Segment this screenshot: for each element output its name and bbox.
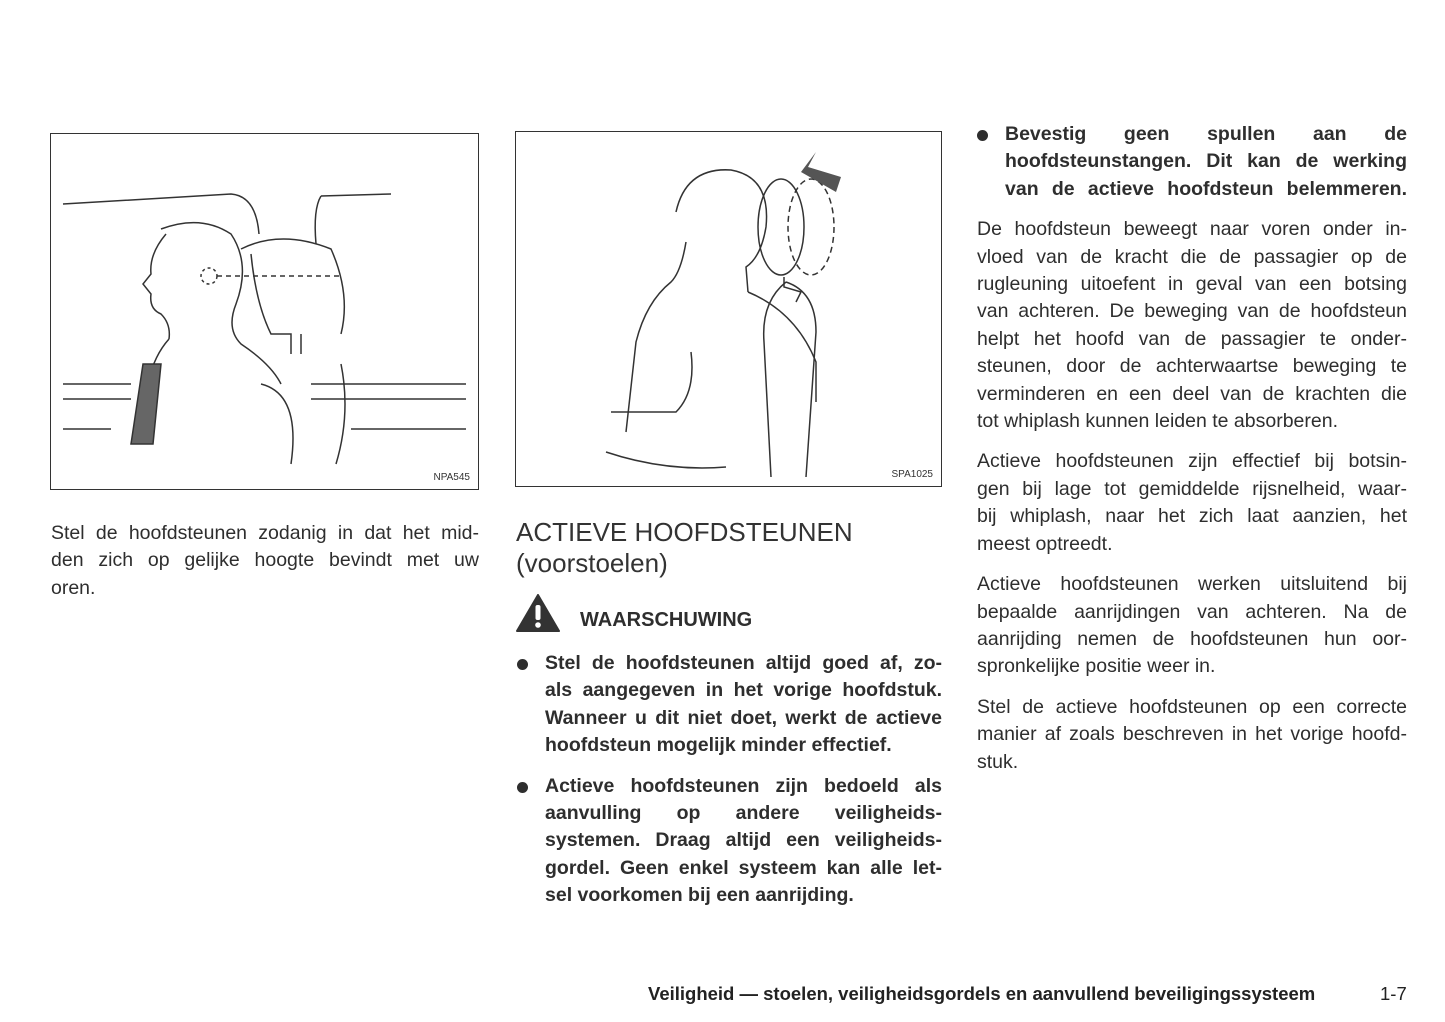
text-line: Actieve hoofdsteunen werken uitsluitend bij <box>977 573 1407 596</box>
text-line: Stel de actieve hoofdsteunen op een correcte <box>977 695 1407 718</box>
bullet-dot-icon <box>517 659 528 670</box>
figure-label: NPA545 <box>433 472 470 483</box>
text-line: stuk. <box>977 750 1019 773</box>
text-line: Stel de hoofdsteunen zodanig in dat het mid- <box>51 522 479 544</box>
text-line: van achteren. De beweging van de hoofdsteun <box>977 300 1407 323</box>
text-line: hoofdsteunstangen. Dit kan de werking <box>1005 150 1407 173</box>
text-line: verminderen en een deel van de krachten die <box>977 382 1407 405</box>
text-line: hoofdsteun mogelijk minder effectief. <box>545 734 892 757</box>
headrest-height-illustration <box>51 134 478 489</box>
warning-bullets <box>517 650 942 923</box>
text-line: vloed van de kracht die de passagier op de <box>977 245 1407 268</box>
text-line: spronkelijke positie weer in. <box>977 655 1216 678</box>
text-line: rugleuning uitoefent in geval van een botsing <box>977 273 1407 296</box>
text-line: Wanneer u dit niet doet, werkt de actieve <box>545 706 942 729</box>
section-heading <box>516 517 853 579</box>
warning-label: WAARSCHUWING <box>580 608 753 631</box>
left-column <box>51 520 479 602</box>
warning-bullet <box>977 121 1407 203</box>
heading-subtitle: (voorstoelen) <box>516 548 668 578</box>
bullet-dot-icon <box>517 782 528 793</box>
right-column <box>977 121 1407 789</box>
text-line: den zich op gelijke hoogte bevindt met uw <box>51 549 479 572</box>
figure-label: SPA1025 <box>891 469 933 480</box>
figure-active-headrest <box>515 131 942 487</box>
text-line: meest optreedt. <box>977 532 1113 555</box>
warning-header <box>516 594 752 632</box>
text-line: bepaalde aanrijdingen van achteren. Na de <box>977 600 1407 623</box>
warning-bullet <box>517 773 942 910</box>
text-line: Bevestig geen spullen aan de <box>1005 123 1407 145</box>
text-line: als aangegeven in het vorige hoofdstuk. <box>545 679 942 702</box>
text-line: steunen, door de achterwaartse beweging te <box>977 355 1407 378</box>
text-line: systemen. Draag altijd een veiligheids- <box>545 829 942 852</box>
bullet-dot-icon <box>977 130 988 141</box>
figure-headrest-height <box>50 133 479 490</box>
text-line: manier af zoals beschreven in het vorige hoofd- <box>977 723 1407 746</box>
footer-section-title: Veiligheid — stoelen, veiligheidsgordels en aanvullend beveiligingssysteem <box>648 983 1316 1004</box>
warning-triangle-icon <box>516 594 560 632</box>
heading-title: ACTIEVE HOOFDSTEUNEN <box>516 517 853 547</box>
text-line: tot whiplash kunnen leiden te absorberen. <box>977 410 1338 433</box>
text-line: Stel de hoofdsteunen altijd goed af, zo- <box>545 652 942 674</box>
warning-bullet <box>517 650 942 760</box>
paragraph <box>977 694 1407 776</box>
text-line: De hoofdsteun beweegt naar voren onder in- <box>977 218 1407 241</box>
text-line: sel voorkomen bij een aanrijding. <box>545 884 854 907</box>
text-line: aanrijding nemen de hoofdsteunen hun oor- <box>977 627 1407 650</box>
paragraph <box>977 216 1407 435</box>
page-number: 1-7 <box>1380 983 1407 1004</box>
paragraph <box>977 448 1407 558</box>
text-line: Actieve hoofdsteunen zijn bedoeld als <box>545 774 942 797</box>
active-headrest-illustration <box>516 132 941 486</box>
text-line: aanvulling op andere veiligheids- <box>545 802 942 825</box>
text-line: bij whiplash, naar het zich laat aanzien, het <box>977 505 1407 528</box>
text-line: Actieve hoofdsteunen zijn effectief bij botsin- <box>977 450 1407 473</box>
text-line: oren. <box>51 576 96 599</box>
paragraph <box>977 571 1407 681</box>
text-line: gen bij lage tot gemiddelde rijsnelheid, waar- <box>977 477 1407 500</box>
text-line: gordel. Geen enkel systeem kan alle let- <box>545 856 942 879</box>
text-line: helpt het hoofd van de passagier te onder- <box>977 327 1407 350</box>
text-line: van de actieve hoofdsteun belemmeren. <box>1005 177 1407 200</box>
